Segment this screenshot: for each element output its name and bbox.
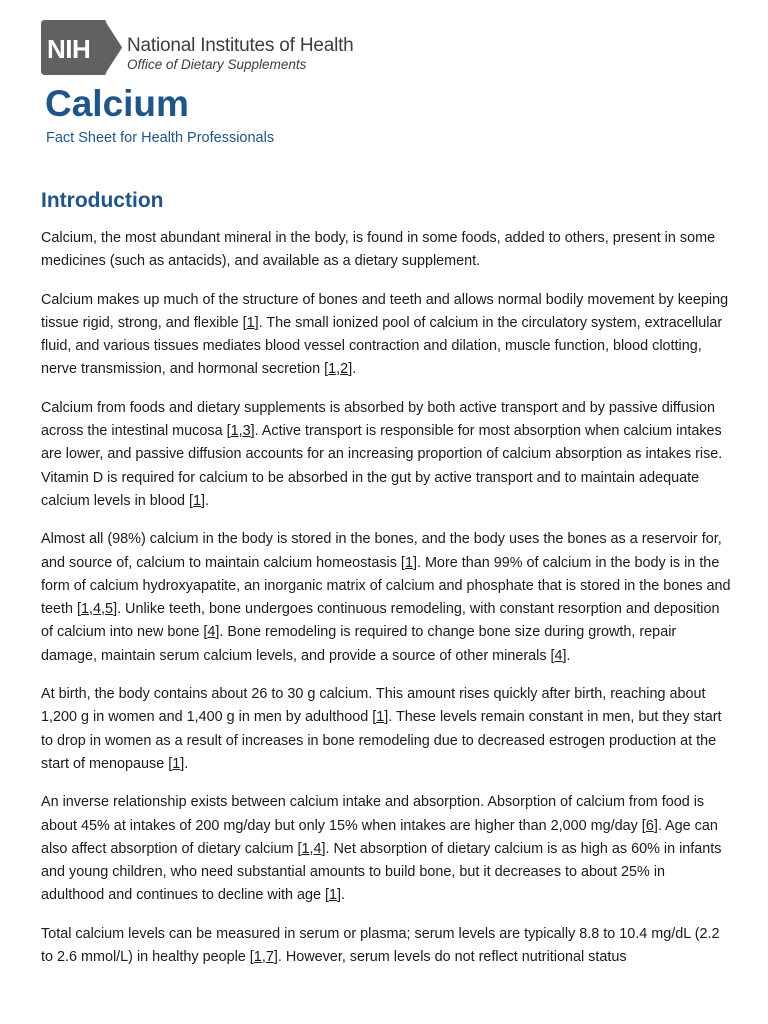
- paragraph: Calcium from foods and dietary supplements is absorbed by both active transport and by passive diffusion across the intestinal mucosa [1,3]. Active transport is responsible for most absorption when calcium intakes are lower, and passive diffusion accounts for an increasing proportion of calcium absorption as intakes rise. Vitamin D is required for calcium to be absorbed in the gut by active transport and to maintain adequate calcium levels in blood [1].: [41, 399, 723, 509]
- paragraph: An inverse relationship exists between calcium intake and absorption. Absorption of calcium from food is about 45% at intakes of 200 mg/day but only 15% when intakes are higher than 2,000 mg/day [6]. Age can also affect absorption of dietary calcium [1,4]. Net absorption of dietary calcium is as high as 60% in infants and young children, who need substantial amounts to build bone, but it decreases to about 25% in adulthood and continues to decline with age [1].: [41, 794, 722, 904]
- citation-link[interactable]: 1: [172, 755, 181, 772]
- citation-link[interactable]: 1: [376, 709, 385, 726]
- citation-link[interactable]: 5: [105, 601, 114, 618]
- nih-logo-abbrev: NIH: [47, 34, 91, 64]
- section-heading: Introduction: [41, 189, 164, 212]
- nih-logo[interactable]: [41, 20, 354, 75]
- paragraph: Calcium, the most abundant mineral in the body, is found in some foods, added to others, present in some medicines (such as antacids), and available as a dietary supplement.: [41, 230, 716, 270]
- citation-link[interactable]: 1: [404, 554, 413, 571]
- nih-logo-mark: [41, 20, 123, 75]
- org-name: National Institutes of Health: [127, 35, 354, 56]
- citation-link[interactable]: 1: [328, 361, 337, 378]
- citation-link[interactable]: 1: [192, 492, 201, 509]
- page-title: Calcium: [45, 83, 189, 124]
- citation-link[interactable]: 1: [253, 949, 262, 966]
- citation-link[interactable]: 1: [230, 423, 239, 440]
- citation-link[interactable]: 7: [265, 949, 274, 966]
- logo-text: [127, 20, 354, 73]
- citation-link[interactable]: 6: [645, 817, 654, 834]
- paragraph: Total calcium levels can be measured in serum or plasma; serum levels are typically 8.8 to 10.4 mg/dL (2.2 to 2.6 mmol/L) in healthy people [1,7]. However, serum levels do not reflect nutritional status: [41, 925, 720, 966]
- citation-link[interactable]: 1: [301, 840, 310, 857]
- paragraph: Calcium makes up much of the structure of bones and teeth and allows normal bodily movement by keeping tissue rigid, strong, and flexible [1]. The small ionized pool of calcium in the circulatory system, extracellular fluid, and various tissues mediates blood vessel contraction and dilation, muscle function, blood clotting, nerve transmission, and hormonal secretion [1,2].: [41, 291, 729, 378]
- citation-link[interactable]: 1: [81, 601, 90, 618]
- citation-link[interactable]: 1: [329, 887, 338, 904]
- citation-link[interactable]: 1: [246, 314, 255, 331]
- paragraph: At birth, the body contains about 26 to 30 g calcium. This amount rises quickly after birth, reaching about 1,200 g in women and 1,400 g in men by adulthood [1]. These levels remain constant in men, but they start to drop in women as a result of increases in bone remodeling due to decreased estrogen production at the start of menopause [1].: [41, 686, 722, 772]
- org-subtitle: Office of Dietary Supplements: [127, 57, 307, 72]
- citation-link[interactable]: 4: [313, 840, 322, 857]
- citation-link[interactable]: 4: [207, 624, 216, 641]
- page-subtitle: Fact Sheet for Health Professionals: [46, 130, 275, 146]
- citation-link[interactable]: 4: [93, 601, 102, 618]
- article-body: [41, 227, 731, 984]
- citation-link[interactable]: 4: [554, 647, 563, 664]
- citation-link[interactable]: 3: [242, 423, 251, 440]
- citation-link[interactable]: 2: [340, 361, 349, 378]
- paragraph: Almost all (98%) calcium in the body is stored in the bones, and the body uses the bones as a reservoir for, and source of, calcium to maintain calcium homeostasis [1]. More than 99% of calcium in the body is in the form of calcium hydroxyapatite, an inorganic matrix of calcium and phosphate that is stored in the bones and teeth [1,4,5]. Unlike teeth, bone undergoes continuous remodeling, with constant resorption and deposition of calcium into new bone [4]. Bone remodeling is required to change bone size during growth, repair damage, maintain serum calcium levels, and provide a source of other minerals [4].: [41, 531, 731, 664]
